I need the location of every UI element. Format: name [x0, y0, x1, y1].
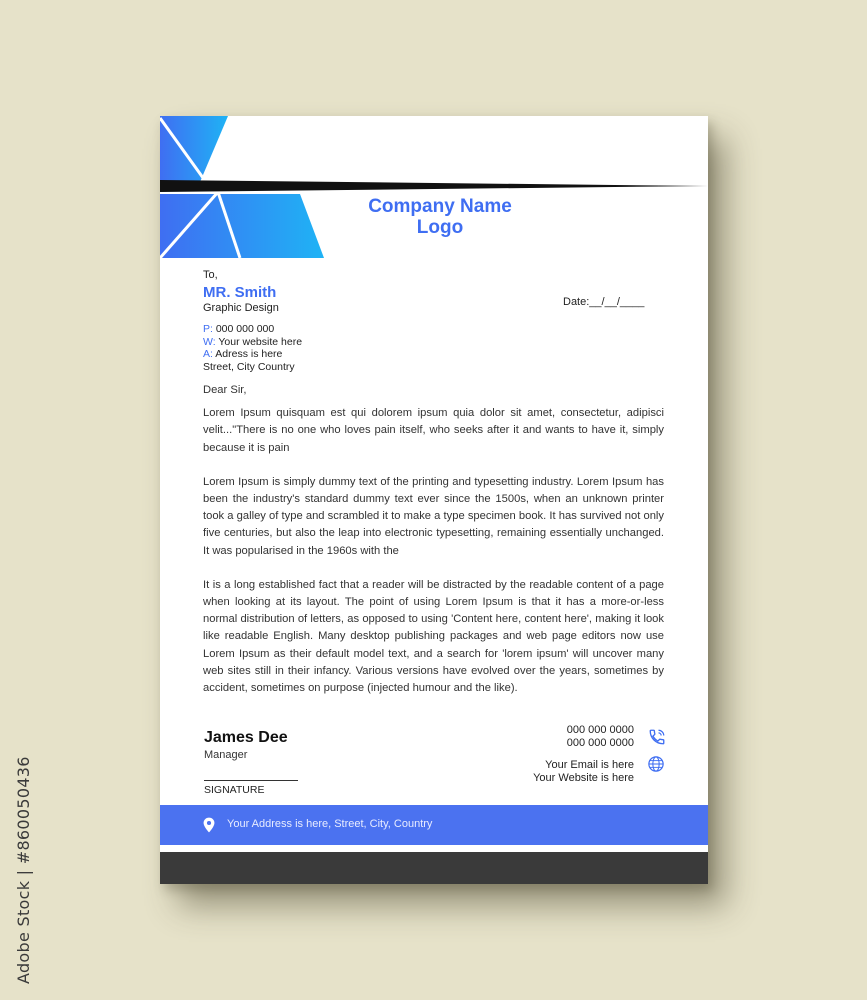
footer-phone-2: 000 000 0000 [566, 736, 634, 749]
letterhead-page [160, 116, 708, 884]
recipient-contacts [203, 323, 302, 373]
signature-label: SIGNATURE [204, 784, 265, 796]
paragraph-1: Lorem Ipsum quisquam est qui dolorem ipsum quia dolor sit amet, consectetur, adipisci velit..."There is no one who loves pain itself, who seeks after it and wants to have it, simply because it is pain [203, 407, 664, 454]
signer-block [204, 728, 288, 762]
contact-website: W: Your website here [203, 335, 303, 348]
header-divider-line [160, 180, 708, 192]
signature-line [204, 780, 298, 781]
header-graphic [160, 116, 708, 266]
company-name: Company Name [368, 196, 512, 217]
salutation: Dear Sir, [203, 384, 247, 396]
footer-phone-1: 000 000 0000 [566, 724, 634, 736]
company-name-logo [340, 196, 540, 238]
location-pin-icon [202, 817, 216, 833]
recipient-name: MR. Smith [203, 284, 277, 301]
date-field: Date:__/__/____ [563, 296, 645, 308]
contact-phone: P: 000 000 000 [203, 323, 275, 335]
bottom-dark-bar [160, 852, 708, 884]
header-shape-bottom [160, 194, 324, 258]
signer-name: James Dee [204, 729, 288, 746]
footer-email: Your Email is here [545, 759, 634, 771]
recipient-role: Graphic Design [203, 302, 279, 314]
paragraph-3: It is a long established fact that a reader will be distracted by the readable content of a page when looking at its layout. The point of using Lorem Ipsum is that it has a more-or-less normal distribution of letters, as opposed to using 'Content here, content here', making it look like readable English. Many desktop publishing packages and web page editors now use Lorem Ipsum as their default model text, and a search for 'lorem ipsum' will uncover many web sites still in their infancy. Various versions have evolved over the years, sometimes by accident, sometimes on purpose (injected humour and the like). [203, 578, 664, 695]
to-label: To, [203, 269, 218, 281]
recipient-block [203, 268, 302, 373]
stock-id-label: Adobe Stock | #860050436 [14, 756, 33, 984]
footer-address-bar [160, 805, 708, 845]
header-shape-top [160, 116, 228, 182]
globe-icon [647, 755, 665, 773]
paragraph-2: Lorem Ipsum is simply dummy text of the printing and typesetting industry. Lorem Ipsum has been the industry's standard dummy text ever since the 1500s, when an unknown printer took a galley of type and scrambled it to make a type specimen book. It has survived not only five centuries, but also the leap into electronic typesetting, remaining essentially unchanged. It was popularised in the 1960s with the [203, 475, 664, 557]
footer-address: Your Address is here, Street, City, Country [227, 818, 433, 830]
footer-contact-block [533, 724, 634, 784]
contact-address: A: Adress is here [203, 348, 283, 360]
phone-icon [648, 728, 666, 746]
signer-role: Manager [204, 749, 248, 761]
contact-street: Street, City Country [203, 360, 295, 373]
letter-body [203, 382, 664, 714]
company-logo-label: Logo [416, 217, 464, 238]
footer-website: Your Website is here [533, 771, 634, 784]
